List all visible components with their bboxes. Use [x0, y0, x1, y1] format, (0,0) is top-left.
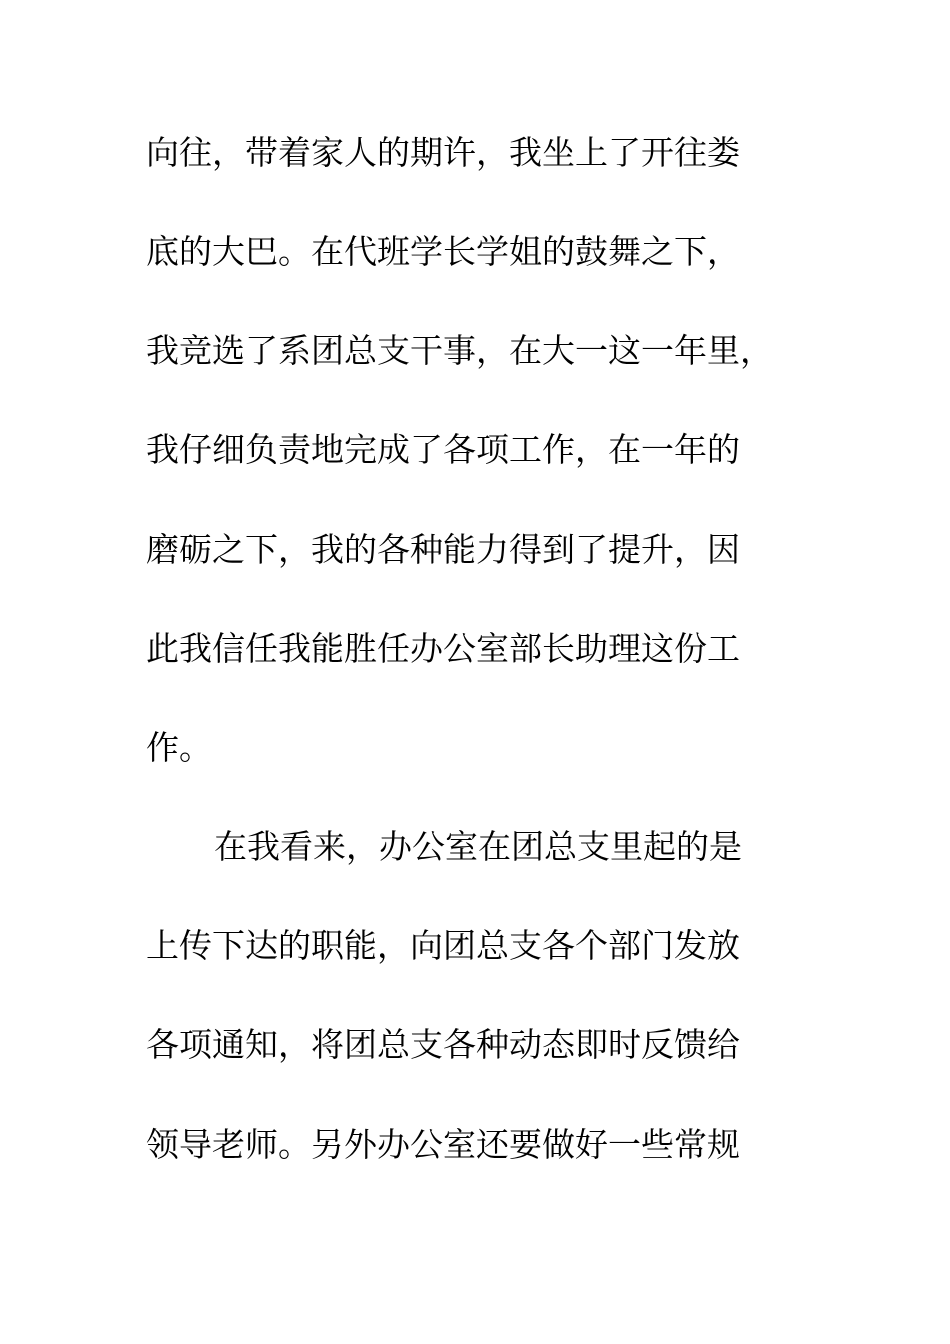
text-line: 磨砺之下，我的各种能力得到了提升，因	[146, 530, 740, 569]
text-line: 领导老师。另外办公室还要做好一些常规	[146, 1125, 740, 1164]
text-line: 我竞选了系团总支干事，在大一这一年里，	[146, 331, 773, 370]
text-line: 上传下达的职能，向团总支各个部门发放	[146, 926, 740, 965]
text-line: 底的大巴。在代班学长学姐的鼓舞之下，	[146, 232, 740, 271]
paragraph-first-line: 在我看来，办公室在团总支里起的是	[214, 827, 742, 866]
text-line: 各项通知，将团总支各种动态即时反馈给	[146, 1025, 740, 1064]
text-line: 作。	[146, 728, 212, 767]
text-line: 此我信任我能胜任办公室部长助理这份工	[146, 629, 740, 668]
text-line: 我仔细负责地完成了各项工作，在一年的	[146, 430, 740, 469]
text-line: 向往，带着家人的期许，我坐上了开往娄	[146, 133, 740, 172]
